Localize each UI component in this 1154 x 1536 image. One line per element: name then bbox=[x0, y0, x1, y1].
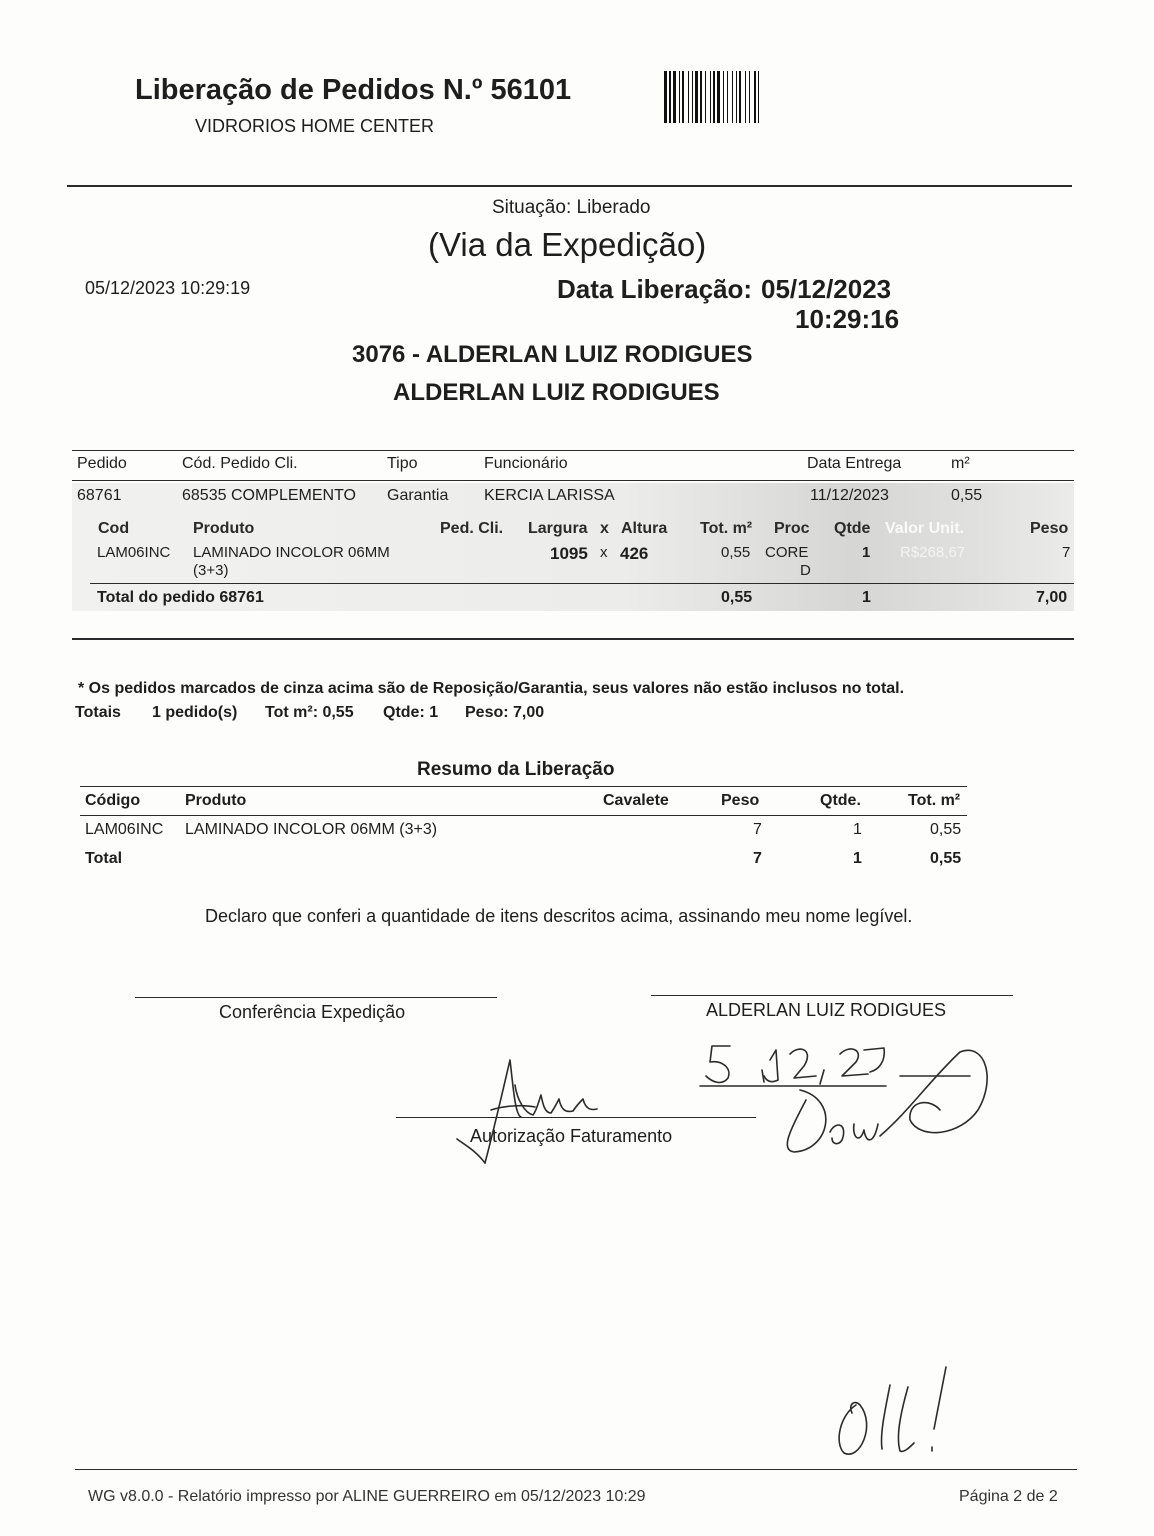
summary-title: Resumo da Liberação bbox=[417, 759, 615, 780]
item-header-ped-cli: Ped. Cli. bbox=[440, 520, 504, 537]
table-bottom-border bbox=[72, 638, 1074, 640]
summary-product: LAMINADO INCOLOR 06MM (3+3) bbox=[185, 821, 438, 838]
summary-total-m2: 0,55 bbox=[930, 850, 962, 867]
summary-tot-m2: 0,55 bbox=[930, 821, 962, 838]
item-header-peso: Peso bbox=[1030, 520, 1069, 537]
signature-line-client bbox=[651, 995, 1013, 996]
item-width: 1095 bbox=[550, 544, 588, 563]
summary-header-produto: Produto bbox=[185, 792, 247, 809]
summary-peso: 7 bbox=[753, 821, 762, 838]
item-product: LAMINADO INCOLOR 06MM bbox=[193, 544, 390, 561]
item-code: LAM06INC bbox=[97, 544, 171, 561]
totals-m2: Tot m²: 0,55 bbox=[265, 704, 354, 721]
print-datetime: 05/12/2023 10:29:19 bbox=[85, 278, 251, 298]
handwritten-ok-mark bbox=[830, 1365, 950, 1465]
total-divider bbox=[90, 583, 1074, 584]
order-m2: 0,55 bbox=[951, 487, 983, 504]
totals-label: Totais bbox=[75, 704, 121, 721]
item-product-cont: (3+3) bbox=[193, 562, 229, 579]
order-total-qtde: 1 bbox=[862, 589, 871, 606]
conferencia-label: Conferência Expedição bbox=[219, 1002, 406, 1022]
totals-peso: Peso: 7,00 bbox=[465, 704, 545, 721]
summary-top-border bbox=[80, 786, 967, 787]
item-header-tot-m2: Tot. m² bbox=[700, 520, 753, 537]
signature-line-conferencia bbox=[135, 997, 497, 998]
col-header-pedido: Pedido bbox=[77, 455, 127, 472]
totals-qtde: Qtde: 1 bbox=[383, 704, 439, 721]
item-peso: 7 bbox=[1062, 544, 1071, 561]
copy-type: (Via da Expedição) bbox=[428, 226, 707, 263]
order-total-peso: 7,00 bbox=[1036, 589, 1068, 606]
company-name: VIDRORIOS HOME CENTER bbox=[195, 116, 435, 136]
item-header-proc: Proc bbox=[774, 520, 810, 537]
summary-header-qtde: Qtde. bbox=[820, 792, 861, 809]
item-header-cod: Cod bbox=[98, 520, 130, 537]
item-header-valor-unit: Valor Unit. bbox=[885, 520, 965, 537]
totals-orders: 1 pedido(s) bbox=[152, 704, 238, 721]
delivery-date: 11/12/2023 bbox=[810, 487, 889, 504]
summary-code: LAM06INC bbox=[85, 821, 164, 838]
document-title: Liberação de Pedidos N.º 56101 bbox=[135, 74, 572, 106]
footer-divider bbox=[75, 1469, 1077, 1470]
table-top-border bbox=[72, 450, 1074, 451]
warranty-note: * Os pedidos marcados de cinza acima são de Reposição/Garantia, seus valores não estão inclusos no total. bbox=[78, 680, 905, 697]
client-code-line: 3076 - ALDERLAN LUIZ RODIGUES bbox=[352, 341, 753, 368]
header-divider bbox=[72, 480, 1074, 481]
summary-total-label: Total bbox=[85, 850, 123, 867]
release-date-label: Data Liberação: bbox=[557, 274, 753, 304]
col-header-cod-pedido-cli: Cód. Pedido Cli. bbox=[182, 455, 298, 472]
summary-header-cavalete: Cavalete bbox=[603, 792, 669, 809]
handwritten-signature-client bbox=[760, 1040, 1000, 1170]
item-proc: CORE bbox=[765, 544, 809, 561]
item-header-qtde: Qtde bbox=[834, 520, 871, 537]
order-total-label: Total do pedido 68761 bbox=[97, 589, 264, 606]
col-header-tipo: Tipo bbox=[387, 455, 418, 472]
summary-total-peso: 7 bbox=[753, 850, 762, 867]
item-header-x: x bbox=[600, 520, 609, 537]
summary-header-divider bbox=[80, 815, 967, 816]
item-header-produto: Produto bbox=[193, 520, 255, 537]
footer-print-info: WG v8.0.0 - Relatório impresso por ALINE GUERREIRO em 05/12/2023 10:29 bbox=[88, 1488, 646, 1505]
divider bbox=[67, 185, 1072, 187]
client-signature-label: ALDERLAN LUIZ RODIGUES bbox=[706, 1000, 947, 1020]
summary-qtde: 1 bbox=[853, 821, 862, 838]
item-proc-cont: D bbox=[800, 562, 811, 579]
handwritten-signature-aline bbox=[455, 1055, 615, 1165]
order-number: 68761 bbox=[77, 487, 122, 504]
order-total-m2: 0,55 bbox=[721, 589, 753, 606]
release-time: 10:29:16 bbox=[795, 304, 900, 334]
summary-header-peso: Peso bbox=[721, 792, 760, 809]
item-header-largura: Largura bbox=[528, 520, 588, 537]
page-number: Página 2 de 2 bbox=[959, 1488, 1058, 1505]
autorizacao-label: Autorização Faturamento bbox=[470, 1126, 673, 1146]
release-date: 05/12/2023 bbox=[761, 274, 892, 304]
client-order-code: 68535 COMPLEMENTO bbox=[182, 487, 356, 504]
status-text: Situação: Liberado bbox=[492, 197, 651, 218]
col-header-m2: m² bbox=[951, 455, 970, 472]
item-height: 426 bbox=[620, 544, 649, 563]
employee: KERCIA LARISSA bbox=[484, 487, 615, 504]
item-qtde: 1 bbox=[862, 544, 871, 561]
summary-header-codigo: Código bbox=[85, 792, 141, 809]
summary-header-tot-m2: Tot. m² bbox=[908, 792, 961, 809]
item-valor-unit: R$268,67 bbox=[900, 544, 966, 561]
barcode bbox=[663, 71, 841, 123]
declaration-text: Declaro que conferi a quantidade de itens descritos acima, assinando meu nome legível. bbox=[205, 906, 913, 926]
col-header-funcionario: Funcionário bbox=[484, 455, 568, 472]
item-tot-m2: 0,55 bbox=[721, 544, 751, 561]
item-x: x bbox=[600, 544, 608, 561]
item-header-altura: Altura bbox=[621, 520, 668, 537]
client-name: ALDERLAN LUIZ RODIGUES bbox=[393, 379, 720, 406]
summary-total-qtde: 1 bbox=[853, 850, 862, 867]
col-header-data-entrega: Data Entrega bbox=[807, 455, 902, 472]
order-type: Garantia bbox=[387, 487, 449, 504]
